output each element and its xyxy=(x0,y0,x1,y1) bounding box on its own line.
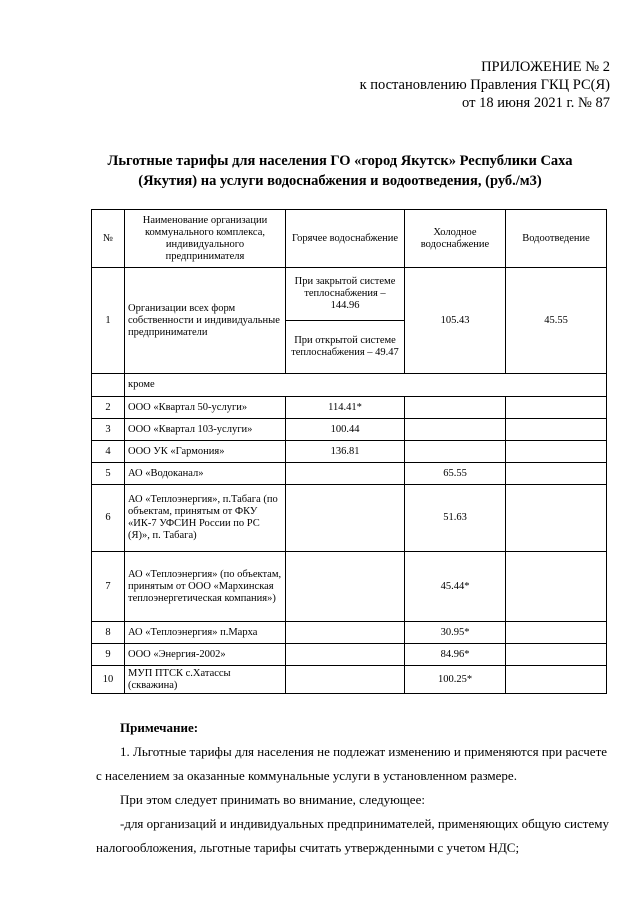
notes-heading: Примечание: xyxy=(120,720,199,735)
row-num: 7 xyxy=(92,552,125,622)
row-drain xyxy=(506,666,607,694)
row-hot xyxy=(286,485,405,552)
row-hot: 114.41* xyxy=(286,397,405,419)
row-cold xyxy=(405,441,506,463)
row-org: ООО УК «Гармония» xyxy=(125,441,286,463)
header-org: Наименование организации коммунального комплекса, индивидуального предпринимателя xyxy=(125,210,286,268)
row-drain xyxy=(506,644,607,666)
row-hot-open: При открытой системе теплоснабжения – 49.47 xyxy=(286,321,405,374)
row-num: 2 xyxy=(92,397,125,419)
row-cold: 65.55 xyxy=(405,463,506,485)
row-num: 5 xyxy=(92,463,125,485)
row-org: АО «Теплоэнергия» п.Марха xyxy=(125,622,286,644)
row-hot xyxy=(286,552,405,622)
row-num: 6 xyxy=(92,485,125,552)
row-org: ООО «Квартал 103-услуги» xyxy=(125,419,286,441)
appendix-header xyxy=(360,58,610,112)
row-drain xyxy=(506,622,607,644)
appendix-decree: к постановлению Правления ГКЦ РС(Я) xyxy=(359,77,610,93)
table-row xyxy=(92,485,607,552)
row-hot: 100.44 xyxy=(286,419,405,441)
header-drain: Водоотведение xyxy=(506,210,607,268)
row-drain xyxy=(506,419,607,441)
row-org: АО «Водоканал» xyxy=(125,463,286,485)
row-hot-closed: При закрытой системе теплоснабжения – 144.96 xyxy=(286,268,405,321)
tariff-table xyxy=(91,209,607,694)
row-drain: 45.55 xyxy=(506,268,607,374)
except-label: кроме xyxy=(125,374,607,397)
row-cold: 84.96* xyxy=(405,644,506,666)
row-num: 10 xyxy=(92,666,125,694)
row-hot xyxy=(286,622,405,644)
table-row xyxy=(92,397,607,419)
row-cold: 45.44* xyxy=(405,552,506,622)
row-cold: 105.43 xyxy=(405,268,506,374)
row-org: Организации всех форм собственности и индивидуальные предприниматели xyxy=(125,268,286,374)
row-org: ООО «Энергия-2002» xyxy=(125,644,286,666)
row-drain xyxy=(506,441,607,463)
row-org: АО «Теплоэнергия» (по объектам, принятым от ООО «Мархинская теплоэнергетическая компания») xyxy=(125,552,286,622)
row-hot xyxy=(286,644,405,666)
notes-paragraph-2: При этом следует принимать во внимание, следующее: xyxy=(120,792,425,807)
row-num: 9 xyxy=(92,644,125,666)
table-row xyxy=(92,666,607,694)
row-drain xyxy=(506,397,607,419)
row-cold xyxy=(405,419,506,441)
table-row xyxy=(92,441,607,463)
title-line-2: (Якутия) на услуги водоснабжения и водоотведения, (руб./м3) xyxy=(138,173,542,189)
row-hot: 136.81 xyxy=(286,441,405,463)
title-line-1: Льготные тарифы для населения ГО «город Якутск» Республики Саха xyxy=(107,153,573,169)
header-hot: Горячее водоснабжение xyxy=(286,210,405,268)
row-hot xyxy=(286,666,405,694)
row-drain xyxy=(506,463,607,485)
row-org: МУП ПТСК с.Хатассы (скважина) xyxy=(125,666,286,694)
row-cold: 100.25* xyxy=(405,666,506,694)
row-cold: 51.63 xyxy=(405,485,506,552)
notes-paragraph-1: 1. Льготные тарифы для населения не подлежат изменению и применяются при расчете с населением за оказанные коммунальные услуги в установленном размере. xyxy=(96,744,608,783)
except-empty xyxy=(92,374,125,397)
row-cold: 30.95* xyxy=(405,622,506,644)
row-cold xyxy=(405,397,506,419)
appendix-date: от 18 июня 2021 г. № 87 xyxy=(462,95,610,111)
row-num: 4 xyxy=(92,441,125,463)
row-org: ООО «Квартал 50-услуги» xyxy=(125,397,286,419)
table-row xyxy=(92,644,607,666)
header-num: № xyxy=(92,210,125,268)
header-cold: Холодное водоснабжение xyxy=(405,210,506,268)
table-row xyxy=(92,419,607,441)
appendix-number: ПРИЛОЖЕНИЕ № 2 xyxy=(481,59,610,75)
row-hot xyxy=(286,463,405,485)
table-row xyxy=(92,268,607,321)
table-header-row xyxy=(92,210,607,268)
table-row xyxy=(92,552,607,622)
row-num: 8 xyxy=(92,622,125,644)
row-drain xyxy=(506,485,607,552)
notes-section xyxy=(96,716,616,860)
row-drain xyxy=(506,552,607,622)
row-org: АО «Теплоэнергия», п.Табага (по объектам, принятым от ФКУ «ИК-7 УФСИН России по РС (Я)», п. Табага) xyxy=(125,485,286,552)
row-num: 3 xyxy=(92,419,125,441)
row-num: 1 xyxy=(92,268,125,374)
document-title xyxy=(60,151,620,191)
except-row xyxy=(92,374,607,397)
table-row xyxy=(92,622,607,644)
notes-paragraph-3: -для организаций и индивидуальных предпринимателей, применяющих общую систему налогообложения, льготные тарифы считать утвержденными с учетом НДС; xyxy=(96,816,609,855)
table-row xyxy=(92,463,607,485)
